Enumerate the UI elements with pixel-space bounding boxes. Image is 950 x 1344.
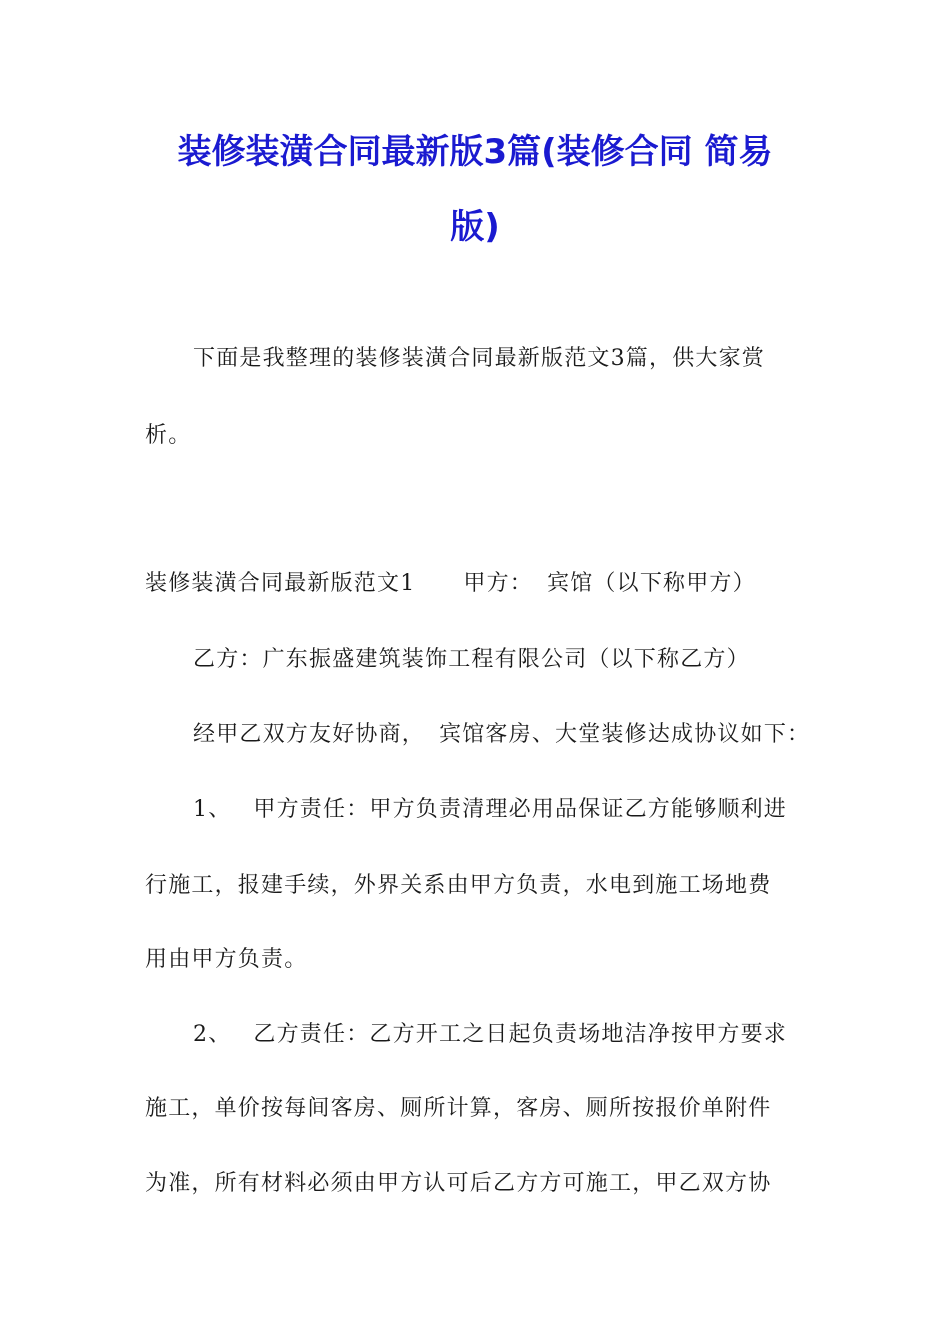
party-a-label: 甲方： — [463, 571, 534, 596]
party-b-line: 乙方：广东振盛建筑装饰工程有限公司（以下称乙方） — [193, 647, 750, 672]
section-1-heading-line — [145, 569, 756, 599]
clause-1-number: 1、 — [193, 797, 232, 822]
clause-1-line-1 — [193, 795, 787, 825]
agreement-intro-part-1: 经甲乙双方友好协商， — [193, 722, 426, 747]
clause-2-text-1: 乙方责任：乙方开工之日起负责场地洁净按甲方要求 — [253, 1022, 788, 1047]
agreement-intro-part-2: 宾馆客房、大堂装修达成协议如下： — [439, 722, 811, 747]
agreement-intro-line — [193, 720, 810, 750]
clause-1-line-3: 用由甲方负责。 — [145, 947, 308, 972]
clause-2-line-3: 为准，所有材料必须由甲方认可后乙方方可施工，甲乙双方协 — [145, 1171, 772, 1196]
intro-paragraph-line-1: 下面是我整理的装修装潢合同最新版范文3篇，供大家赏 — [193, 346, 765, 371]
clause-2-number: 2、 — [193, 1022, 232, 1047]
intro-paragraph-line-2: 析。 — [145, 423, 192, 448]
clause-1-text-1: 甲方责任：甲方负责清理必用品保证乙方能够顺利进 — [253, 797, 788, 822]
document-title-line-2: 版) — [450, 207, 500, 247]
clause-2-line-2: 施工，单价按每间客房、厕所计算，客房、厕所按报价单附件 — [145, 1096, 772, 1121]
clause-2-line-1 — [193, 1020, 787, 1050]
document-title-line-1: 装修装潢合同最新版3篇(装修合同 简易 — [177, 132, 773, 172]
section-1-heading: 装修装潢合同最新版范文1 — [145, 571, 416, 596]
clause-1-line-2: 行施工，报建手续，外界关系由甲方负责，水电到施工场地费 — [145, 873, 772, 898]
party-a-value: 宾馆（以下称甲方） — [547, 571, 756, 596]
